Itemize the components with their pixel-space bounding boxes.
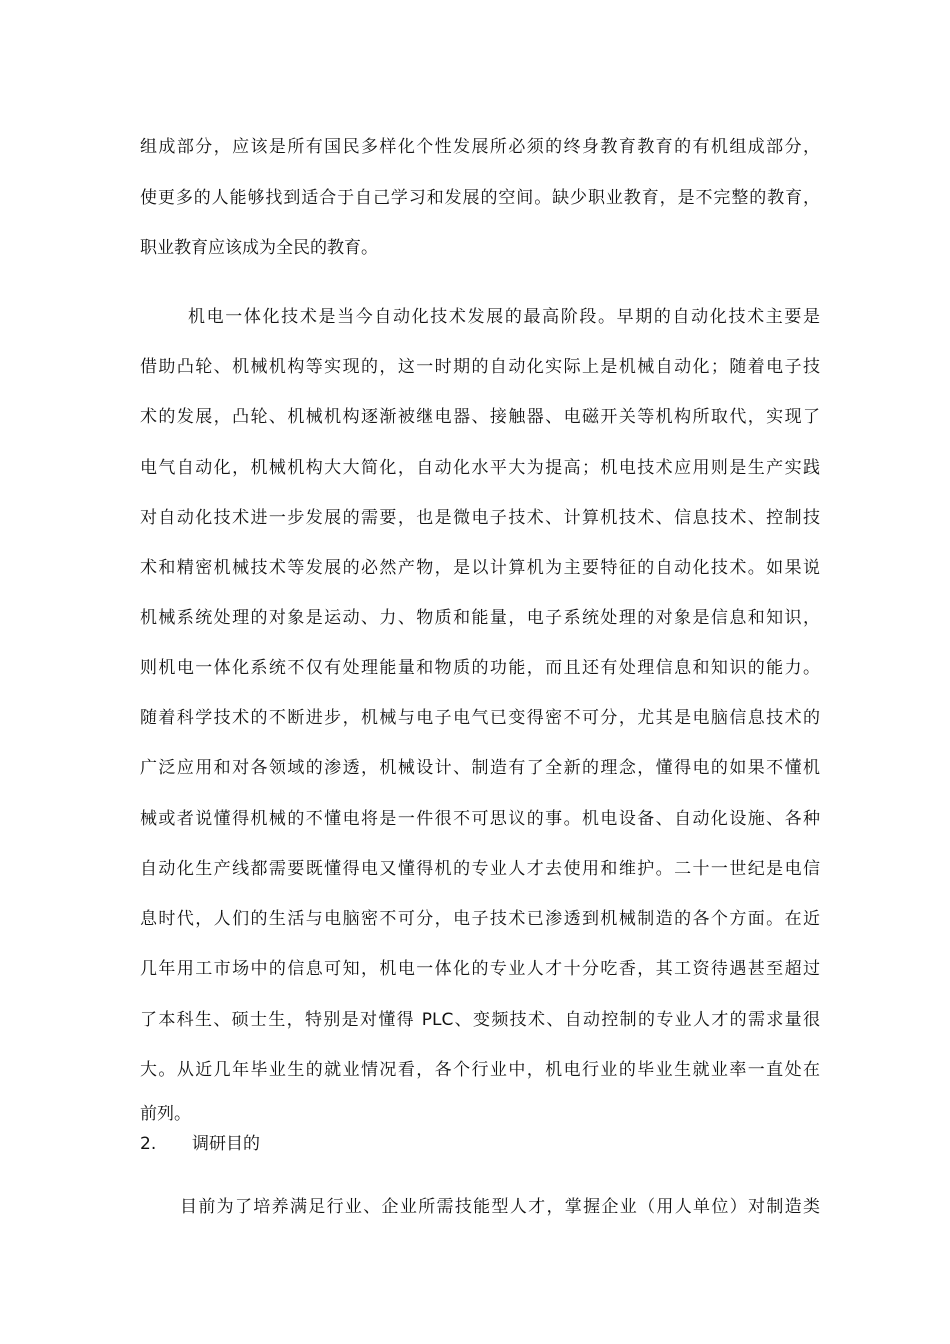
section-heading: [140, 1133, 260, 1155]
paragraph-1-line: 组成部分，应该是所有国民多样化个性发展所必须的终身教育教育的有机组成部分，: [140, 137, 820, 157]
paragraph-2-line: 前列。: [140, 1104, 191, 1124]
paragraph-2-line: 息时代，人们的生活与电脑密不可分，电子技术已渗透到机械制造的各个方面。在近: [140, 909, 820, 929]
paragraph-2-line: 对自动化技术进一步发展的需要，也是微电子技术、计算机技术、信息技术、控制技: [140, 508, 820, 528]
paragraph-2-line: 机械系统处理的对象是运动、力、物质和能量，电子系统处理的对象是信息和知识，: [140, 608, 820, 628]
paragraph-2-line: 术和精密机械技术等发展的必然产物，是以计算机为主要特征的自动化技术。如果说: [140, 558, 820, 578]
paragraph-2-line: 械或者说懂得机械的不懂电将是一件很不可思议的事。机电设备、自动化设施、各种: [140, 809, 820, 829]
paragraph-2-line: 了本科生、硕士生，特别是对懂得 PLC、变频技术、自动控制的专业人才的需求量很: [140, 1010, 820, 1030]
paragraph-1-line: 使更多的人能够找到适合于自己学习和发展的空间。缺少职业教育，是不完整的教育，: [140, 188, 820, 208]
paragraph-2-line: 电气自动化，机械机构大大简化，自动化水平大为提高；机电技术应用则是生产实践: [140, 458, 820, 478]
paragraph-2-line: 机电一体化技术是当今自动化技术发展的最高阶段。早期的自动化技术主要是: [188, 307, 820, 327]
paragraph-3-line: 目前为了培养满足行业、企业所需技能型人才，掌握企业（用人单位）对制造类: [180, 1197, 820, 1217]
paragraph-2-line: 随着科学技术的不断进步，机械与电子电气已变得密不可分，尤其是电脑信息技术的: [140, 708, 820, 728]
section-title: 调研目的: [192, 1134, 260, 1154]
section-number: 2.: [140, 1134, 157, 1154]
paragraph-2-line: 几年用工市场中的信息可知，机电一体化的专业人才十分吃香，其工资待遇甚至超过: [140, 959, 820, 979]
paragraph-2-line: 广泛应用和对各领域的渗透，机械设计、制造有了全新的理念，懂得电的如果不懂机: [140, 758, 820, 778]
paragraph-1-line: 职业教育应该成为全民的教育。: [140, 238, 378, 258]
paragraph-2-line: 则机电一体化系统不仅有处理能量和物质的功能，而且还有处理信息和知识的能力。: [140, 658, 820, 678]
paragraph-2-line: 术的发展，凸轮、机械机构逐渐被继电器、接触器、电磁开关等机构所取代，实现了: [140, 407, 820, 427]
paragraph-2-line: 大。从近几年毕业生的就业情况看，各个行业中，机电行业的毕业生就业率一直处在: [140, 1060, 820, 1080]
paragraph-2-line: 自动化生产线都需要既懂得电又懂得机的专业人才去使用和维护。二十一世纪是电信: [140, 859, 820, 879]
paragraph-2-line: 借助凸轮、机械机构等实现的，这一时期的自动化实际上是机械自动化；随着电子技: [140, 357, 820, 377]
